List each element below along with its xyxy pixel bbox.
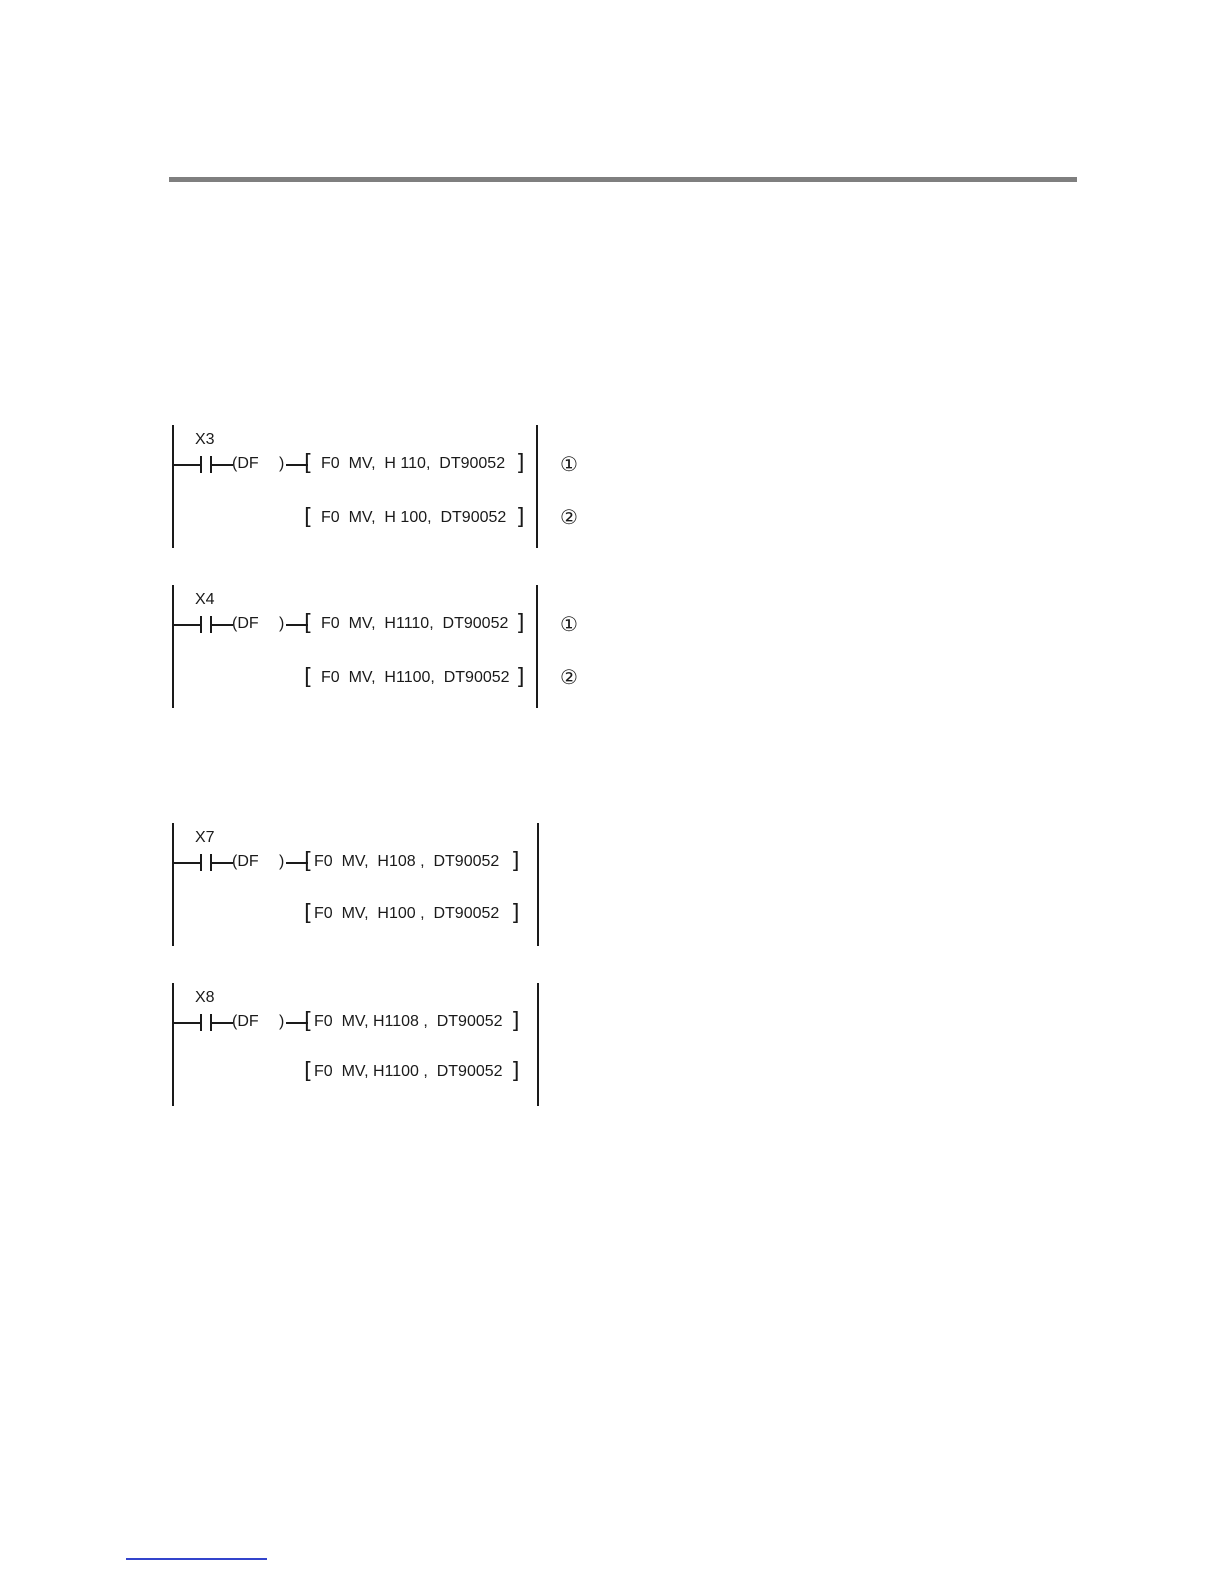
rung-wire [211,464,233,466]
instruction-bracket-close: ] [516,505,525,530]
instruction-1: F0 MV, H 110, DT90052 [321,455,506,472]
rung-wire [173,464,200,466]
ladder-rung-x7 [0,823,1224,948]
instruction-1: F0 MV, H108 , DT90052 [314,853,500,870]
instruction-1: F0 MV, H1108 , DT90052 [314,1013,503,1030]
instruction-bracket-close: ] [516,451,525,476]
ladder-rung-x3 [0,425,1224,550]
df-instruction: (DF [232,455,259,472]
footnote-separator [126,1558,267,1560]
instruction-bracket-open: [ [304,505,313,530]
df-instruction: (DF [232,615,259,632]
instruction-bracket-close: ] [511,849,520,874]
instruction-bracket-open: [ [304,901,313,926]
instruction-bracket-close: ] [511,1009,520,1034]
instruction-2: F0 MV, H1100, DT90052 [321,669,510,686]
left-power-rail [172,983,174,1106]
contact-symbol-left [200,616,202,633]
df-instruction: (DF [232,1013,259,1030]
instruction-bracket-open: [ [304,849,313,874]
df-instruction-close: ) [279,853,285,870]
instruction-bracket-close: ] [516,665,525,690]
contact-label: X4 [195,591,215,608]
right-power-rail [536,425,538,548]
instruction-2: F0 MV, H100 , DT90052 [314,905,500,922]
left-power-rail [172,425,174,548]
ladder-rung-x8 [0,983,1224,1108]
step-marker-1: ① [560,452,578,476]
rung-wire [173,862,200,864]
df-instruction-close: ) [279,1013,285,1030]
left-power-rail [172,585,174,708]
contact-label: X8 [195,989,215,1006]
contact-symbol-left [200,456,202,473]
right-power-rail [536,585,538,708]
left-power-rail [172,823,174,946]
df-instruction-close: ) [279,615,285,632]
step-marker-2: ② [560,505,578,529]
header-rule [169,177,1077,182]
df-instruction-close: ) [279,455,285,472]
ladder-rung-x4 [0,585,1224,710]
instruction-bracket-open: [ [304,451,313,476]
instruction-2: F0 MV, H 100, DT90052 [321,509,507,526]
instruction-1: F0 MV, H1110, DT90052 [321,615,509,632]
contact-symbol-left [200,1014,202,1031]
df-instruction: (DF [232,853,259,870]
contact-label: X7 [195,829,215,846]
instruction-bracket-close: ] [511,901,520,926]
instruction-bracket-open: [ [304,665,313,690]
instruction-bracket-open: [ [304,1009,313,1034]
right-power-rail [537,823,539,946]
contact-symbol-left [200,854,202,871]
instruction-2: F0 MV, H1100 , DT90052 [314,1063,503,1080]
rung-wire [211,1022,233,1024]
rung-wire [173,624,200,626]
instruction-bracket-close: ] [516,611,525,636]
contact-label: X3 [195,431,215,448]
rung-wire [211,624,233,626]
rung-wire [211,862,233,864]
instruction-bracket-close: ] [511,1059,520,1084]
step-marker-1: ① [560,612,578,636]
instruction-bracket-open: [ [304,611,313,636]
rung-wire [173,1022,200,1024]
right-power-rail [537,983,539,1106]
step-marker-2: ② [560,665,578,689]
instruction-bracket-open: [ [304,1059,313,1084]
